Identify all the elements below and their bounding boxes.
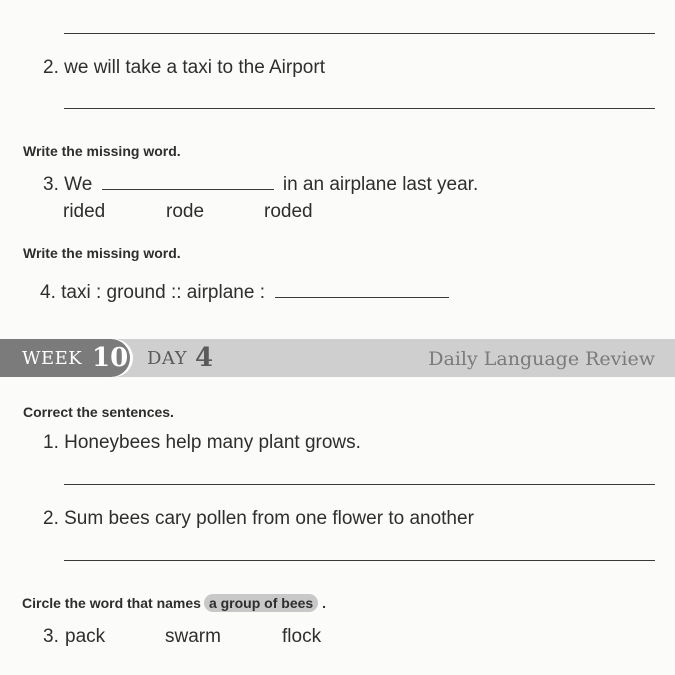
day4-item-3-choice-1[interactable]: pack xyxy=(65,626,106,647)
directions-correct-sentences: Correct the sentences. xyxy=(23,404,174,420)
item-4-analogy xyxy=(40,282,449,304)
week-number: 10 xyxy=(92,343,129,373)
item-3-prefix: 3. We xyxy=(43,174,93,195)
directions-circle-suffix: . xyxy=(322,595,327,611)
day4-answer-line-1[interactable] xyxy=(64,484,655,485)
day4-item-3-choice-3[interactable]: flock xyxy=(282,626,322,647)
directions-circle-prefix: Circle the word that names xyxy=(22,595,201,611)
item-2-sentence: 2. we will take a taxi to the Airport xyxy=(43,57,325,78)
day4-answer-line-2[interactable] xyxy=(64,560,655,561)
day4-item-3-number: 3. xyxy=(43,626,59,647)
banner-title: Daily Language Review xyxy=(428,348,655,370)
day4-item-1-sentence: 1. Honeybees help many plant grows. xyxy=(43,432,361,453)
answer-line-item1[interactable] xyxy=(64,33,655,34)
item-3-sentence xyxy=(43,174,478,196)
answer-line-item2[interactable] xyxy=(64,108,655,109)
day-number: 4 xyxy=(195,343,214,373)
day4-item-3-choice-2[interactable]: swarm xyxy=(165,626,221,647)
highlight-group-of-bees: a group of bees xyxy=(204,594,318,612)
day4-item-2-sentence: 2. Sum bees cary pollen from one flower to another xyxy=(43,508,474,529)
week-label: WEEK xyxy=(22,348,83,369)
day-label: DAY xyxy=(147,348,188,369)
item-4-text: 4. taxi : ground :: airplane : xyxy=(40,282,265,303)
item-3-blank[interactable] xyxy=(102,175,274,190)
directions-missing-word-2: Write the missing word. xyxy=(23,245,181,261)
item-4-blank[interactable] xyxy=(275,283,449,298)
item-3-choice-3[interactable]: roded xyxy=(264,201,313,222)
directions-circle-word xyxy=(22,594,326,612)
item-3-choice-2[interactable]: rode xyxy=(166,201,205,222)
directions-missing-word-1: Write the missing word. xyxy=(23,143,181,159)
item-3-choice-1[interactable]: rided xyxy=(63,201,106,222)
item-3-suffix: in an airplane last year. xyxy=(282,174,479,195)
